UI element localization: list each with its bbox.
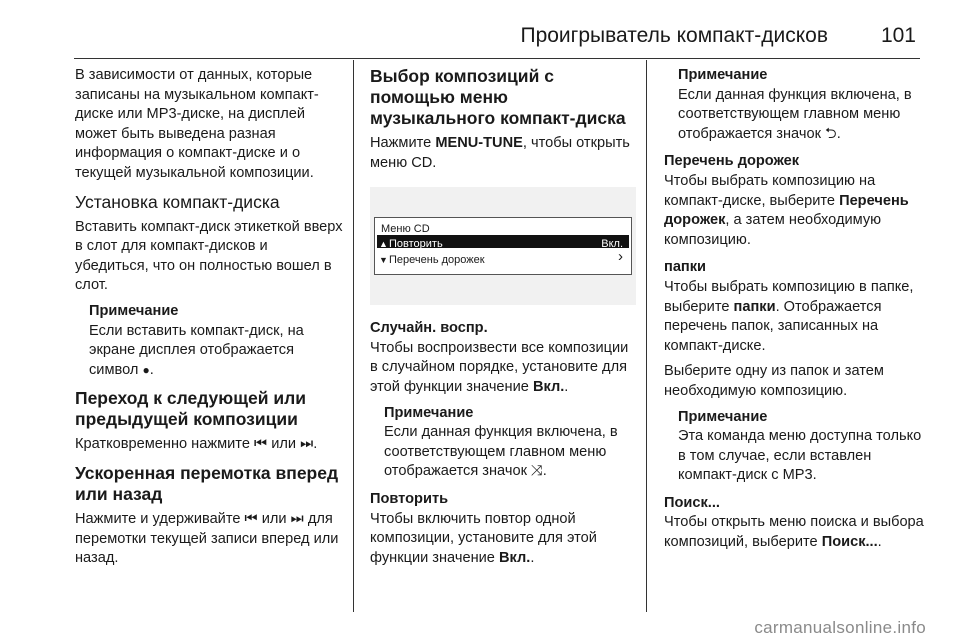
note-2-title: Примечание	[384, 404, 474, 421]
cd-menu-row-repeat[interactable]	[377, 235, 629, 251]
heading-search: Поиск...	[664, 494, 720, 511]
repeat-icon: ⮌	[825, 125, 837, 142]
folders-end: . Отображается перечень папок, записанных на компакт-диске.	[664, 298, 882, 354]
search-link: Поиск...	[821, 534, 878, 551]
up-arrow-icon: ▲	[379, 239, 388, 250]
cd-menu-row-tracks[interactable]	[377, 248, 629, 267]
column-divider-1	[353, 60, 354, 612]
cd-menu-title: Меню CD	[381, 223, 430, 236]
ff-text-2: для перемотки текущей записи вперед или назад.	[75, 510, 339, 567]
note-2-text: Если данная функция включена, в соответствующем главном меню отображается значок	[384, 424, 618, 480]
next-prev-paragraph	[75, 435, 343, 455]
repeat-text: Чтобы включить повтор одной композиции, установите для этой функции значение	[370, 510, 597, 566]
folders-paragraph-2: Выберите одну из папок и затем необходимую композицию.	[664, 363, 884, 399]
search-paragraph	[664, 513, 932, 552]
search-end: .	[877, 534, 882, 551]
heading-repeat: Повторить	[370, 490, 449, 507]
page-title: Проигрыватель компакт-дисков	[520, 24, 828, 47]
cd-menu-screenshot	[370, 187, 636, 305]
rewind-icon: ⏮	[244, 510, 258, 527]
folders-link: папки	[733, 298, 776, 315]
next-prev-text: Кратковременно нажмите	[75, 436, 250, 453]
disc-icon: ●	[142, 362, 150, 377]
down-arrow-icon: ▼	[379, 255, 388, 266]
repeat-paragraph	[370, 510, 638, 569]
heading-fast-forward: Ускоренная перемотка вперед или назад	[75, 462, 339, 504]
note-1-text: Если вставить компакт-диск, на экране дисплея отображается символ	[89, 322, 304, 378]
heading-install: Установка компакт-диска	[75, 191, 280, 212]
cd-menu-display	[374, 217, 632, 275]
column-divider-2	[646, 60, 647, 612]
note-3-title: Примечание	[678, 67, 768, 83]
shuffle-paragraph	[370, 339, 638, 398]
page-header	[74, 10, 920, 59]
next-prev-end: .	[313, 436, 318, 453]
note-1	[89, 302, 343, 380]
menu-tune-key: MENU-TUNE	[435, 135, 523, 151]
shuffle-end: .	[564, 378, 569, 395]
column-2	[370, 66, 638, 574]
tracks-end: , а затем необходимую композицию.	[664, 212, 882, 248]
tracks-link: Перечень дорожек	[664, 192, 909, 229]
note-3-end: .	[836, 125, 841, 142]
heading-shuffle: Случайн. воспр.	[370, 320, 488, 337]
repeat-end: .	[530, 549, 535, 566]
next-track-icon: ⏭	[300, 436, 314, 453]
prev-track-icon: ⏮	[254, 436, 268, 453]
folders-paragraph	[664, 278, 932, 356]
heading-folders: папки	[664, 259, 707, 276]
shuffle-icon: ⤨	[531, 463, 543, 480]
note-2	[384, 404, 638, 482]
next-prev-or: или	[271, 436, 297, 453]
row-repeat-value: Вкл.	[601, 238, 623, 251]
shuffle-value: Вкл.	[532, 378, 565, 395]
menu-paragraph	[370, 134, 638, 173]
ff-or: или	[261, 510, 287, 527]
note-4	[678, 408, 932, 486]
tracks-text: Чтобы выбрать композицию на компакт-диске, выберите	[664, 172, 876, 209]
note-4-title: Примечание	[678, 408, 768, 425]
fast-forward-paragraph	[75, 510, 343, 569]
column-1	[75, 66, 343, 575]
page-number: 101	[880, 24, 916, 47]
watermark: carmanualsonline.info	[754, 618, 926, 637]
row-tracks-label: Перечень дорожек	[389, 254, 485, 267]
shuffle-text: Чтобы воспроизвести все композиции в случайном порядке, установите для этой функции значение	[370, 339, 629, 395]
menu-pre: Нажмите	[370, 135, 432, 151]
heading-tracks: Перечень дорожек	[664, 153, 800, 170]
folders-text: Чтобы выбрать композицию в папке, выберите	[664, 278, 914, 315]
chevron-right-icon: ›	[618, 248, 623, 266]
note-1-title: Примечание	[89, 302, 179, 319]
tracks-paragraph	[664, 172, 932, 250]
note-3-text: Если данная функция включена, в соответствующем главном меню отображается значок	[678, 86, 912, 142]
note-3	[678, 66, 932, 144]
row-repeat-label: Повторить	[389, 238, 443, 251]
heading-next-prev: Переход к следующей или предыдущей композиции	[75, 388, 306, 430]
menu-post: , чтобы открыть меню CD.	[370, 135, 630, 171]
search-text: Чтобы открыть меню поиска и выбора композиций, выберите	[664, 514, 924, 551]
note-1-end: .	[149, 361, 154, 378]
repeat-value: Вкл.	[498, 549, 531, 566]
fast-forward-icon: ⏭	[290, 510, 304, 527]
note-2-end: .	[542, 463, 547, 480]
intro-paragraph: В зависимости от данных, которые записаны на музыкальном компакт-диске или MP3-диске, на дисплей может быть выведена разная информация о компакт-диске и о текущей музыкальной композиции.	[75, 67, 319, 181]
column-3	[664, 66, 932, 559]
note-4-text: Эта команда меню доступна только в том случае, если вставлен компакт-диск с MP3.	[678, 428, 922, 484]
install-paragraph: Вставить компакт-диск этикеткой вверх в слот для компакт-дисков и убедиться, что он полностью вошел в слот.	[75, 218, 343, 294]
heading-menu: Выбор композиций с помощью меню музыкального компакт-диска	[370, 66, 626, 128]
ff-text-1: Нажмите и удерживайте	[75, 510, 241, 527]
